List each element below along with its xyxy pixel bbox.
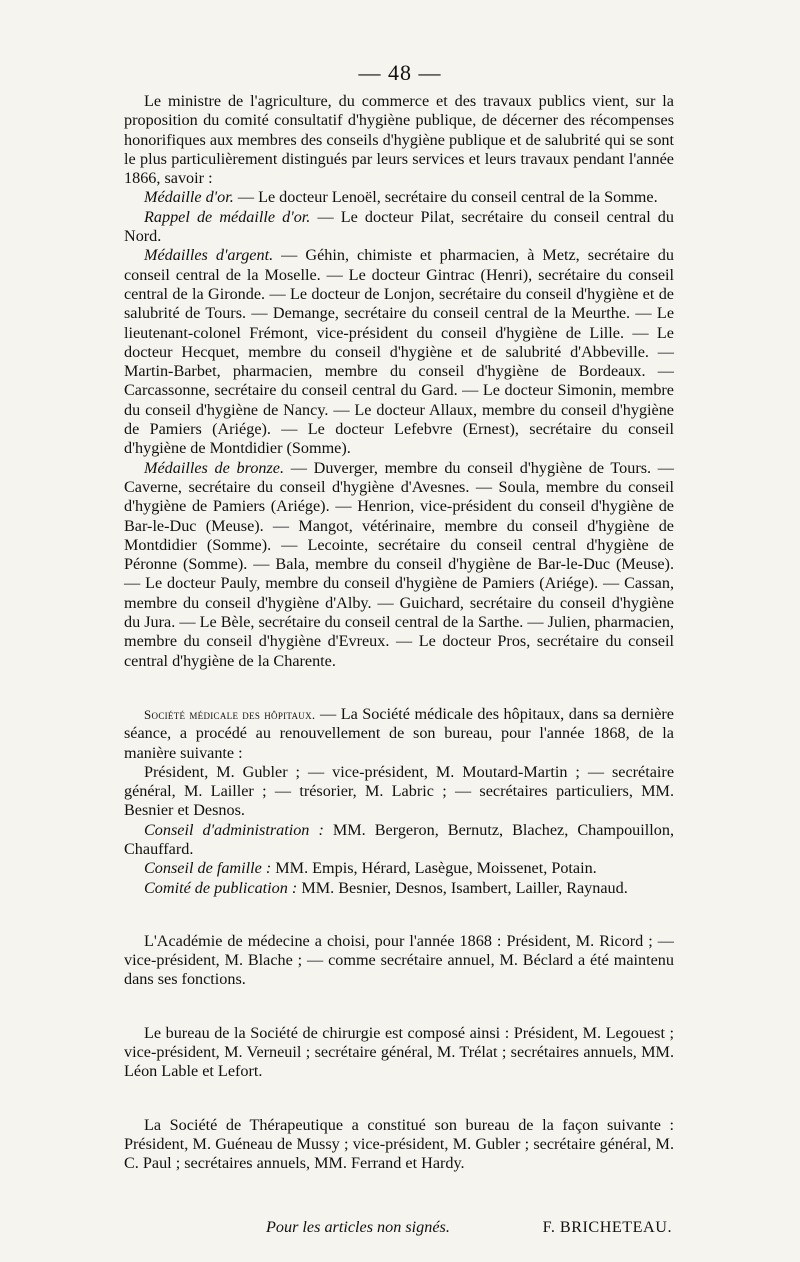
publication-committee-text: MM. Besnier, Desnos, Isambert, Lailler, Raynaud. — [297, 878, 628, 897]
bronze-medals-label: Médailles de bronze. — [144, 458, 285, 477]
silver-medals-paragraph — [124, 246, 674, 458]
bronze-medals-paragraph — [124, 459, 674, 671]
surgery-society-paragraph: Le bureau de la Société de chirurgie est composé ainsi : Président, M. Legouest ; vice-président, M. Verneuil ; secrétaire général, M. Trélat ; secrétaires annuels, MM. Léon Lable et Lefort. — [124, 1023, 674, 1081]
awards-intro: Le ministre de l'agriculture, du commerce et des travaux publics vient, sur la proposition du comité consultatif d'hygiène publique, de décerner des récompenses honorifiques aux membres des conseils d'hygiène publique et de salubrité qui se sont le plus particulièrement distingués par leurs services et leurs travaux pendant l'année 1866, savoir : — [124, 92, 674, 188]
family-council-label: Conseil de famille : — [144, 859, 272, 878]
gold-medal-paragraph — [124, 188, 674, 207]
publication-committee-label: Comité de publication : — [144, 878, 298, 897]
section-gap — [124, 671, 674, 705]
silver-medals-text: — Géhin, chimiste et pharmacien, à Metz, secrétaire du conseil central de la Moselle. — Le docteur Gintrac (Henri), secrétaire du conseil central de la Gironde. — Le docteur de Lonjon, secrétaire du conseil d'hygiène et de salubrité de Tours. — Demange, secrétaire du conseil central de la Meurthe. — Le lieutenant-colonel Frémont, vice-président du conseil d'hygiène de Lille. — Le docteur Hecquet, membre du conseil d'hygiène et de salubrité d'Abbeville. — Martin-Barbet, pharmacien, membre du conseil d'hygiène de Bordeaux. — Carcassonne, secrétaire du conseil central du Gard. — Le docteur Simonin, membre du conseil d'hygiène de Nancy. — Le docteur Allaux, membre du conseil d'hygiène de Pamiers (Ariége). — Le docteur Lefebvre (Ernest), secrétaire du conseil d'hygiène de Montdidier (Somme). — [124, 246, 674, 458]
admin-council-paragraph — [124, 821, 674, 860]
page-body — [124, 92, 674, 1237]
section-gap — [124, 898, 674, 932]
signature-note: Pour les articles non signés. — [266, 1217, 450, 1236]
signature-line — [124, 1218, 674, 1237]
gold-recall-paragraph — [124, 208, 674, 247]
page-number: — 48 — — [358, 60, 442, 85]
bronze-medals-text: — Duverger, membre du conseil d'hygiène de Tours. — Caverne, secrétaire du conseil d'hygiène d'Avesnes. — Soula, membre du conseil d'hygiène de Pamiers (Ariége). — Henrion, vice-président du conseil d'hygiène de Bar-le-Duc (Meuse). — Mangot, vétérinaire, membre du conseil d'hygiène de Montdidier (Somme). — Lecointe, secrétaire du conseil central d'hygiène de Péronne (Somme). — Bala, membre du conseil d'hygiène de Bar-le-Duc (Meuse). — Le docteur Pauly, membre du conseil d'hygiène de Pamiers (Ariége). — Cassan, membre du conseil d'hygiène d'Alby. — Guichard, secrétaire du conseil d'hygiène du Jura. — Le Bèle, secrétaire du conseil central de la Sarthe. — Julien, pharmacien, membre du conseil d'hygiène d'Evreux. — Le docteur Pros, secrétaire du conseil central d'hygiène de la Charente. — [124, 458, 674, 670]
section-gap — [124, 1082, 674, 1116]
silver-medals-label: Médailles d'argent. — [144, 246, 274, 265]
hospitals-society-bureau: Président, M. Gubler ; — vice-président, M. Moutard-Martin ; — secrétaire général, M. Lailler ; — trésorier, M. Labric ; — secrétaires particuliers, MM. Besnier et Desnos. — [124, 762, 674, 820]
hospitals-society-paragraph — [124, 705, 674, 763]
signature-name: F. BRICHETEAU. — [542, 1217, 672, 1236]
publication-committee-paragraph — [124, 879, 674, 898]
hospitals-society-intro: — La Société médicale des hôpitaux, dans sa dernière séance, a procédé au renouvellement de son bureau, pour l'année 1868, de la manière suivante : — [124, 704, 674, 762]
gold-medal-label: Médaille d'or. — [144, 188, 234, 207]
family-council-text: MM. Empis, Hérard, Lasègue, Moissenet, Potain. — [271, 859, 597, 878]
section-gap — [124, 990, 674, 1024]
gold-medal-text: — Le docteur Lenoël, secrétaire du conseil central de la Somme. — [233, 188, 658, 207]
therapeutics-society-paragraph: La Société de Thérapeutique a constitué son bureau de la façon suivante : Président, M. Guéneau de Mussy ; vice-président, M. Gubler ; secrétaire général, M. C. Paul ; secrétaires annuels, MM. Ferrand et Hardy. — [124, 1115, 674, 1173]
family-council-paragraph — [124, 859, 674, 878]
admin-council-text: MM. Bergeron, Bernutz, Blachez, Champouillon, Chauffard. — [124, 820, 674, 858]
admin-council-label: Conseil d'administration : — [144, 820, 324, 839]
hospitals-society-heading: Société médicale des hôpitaux. — [144, 706, 316, 722]
gold-recall-text: — Le docteur Pilat, secrétaire du conseil central du Nord. — [124, 207, 674, 246]
gold-recall-label: Rappel de médaille d'or. — [144, 207, 311, 226]
academy-paragraph: L'Académie de médecine a choisi, pour l'année 1868 : Président, M. Ricord ; — vice-président, M. Blache ; — comme secrétaire annuel, M. Béclard a été maintenu dans ses fonctions. — [124, 931, 674, 989]
